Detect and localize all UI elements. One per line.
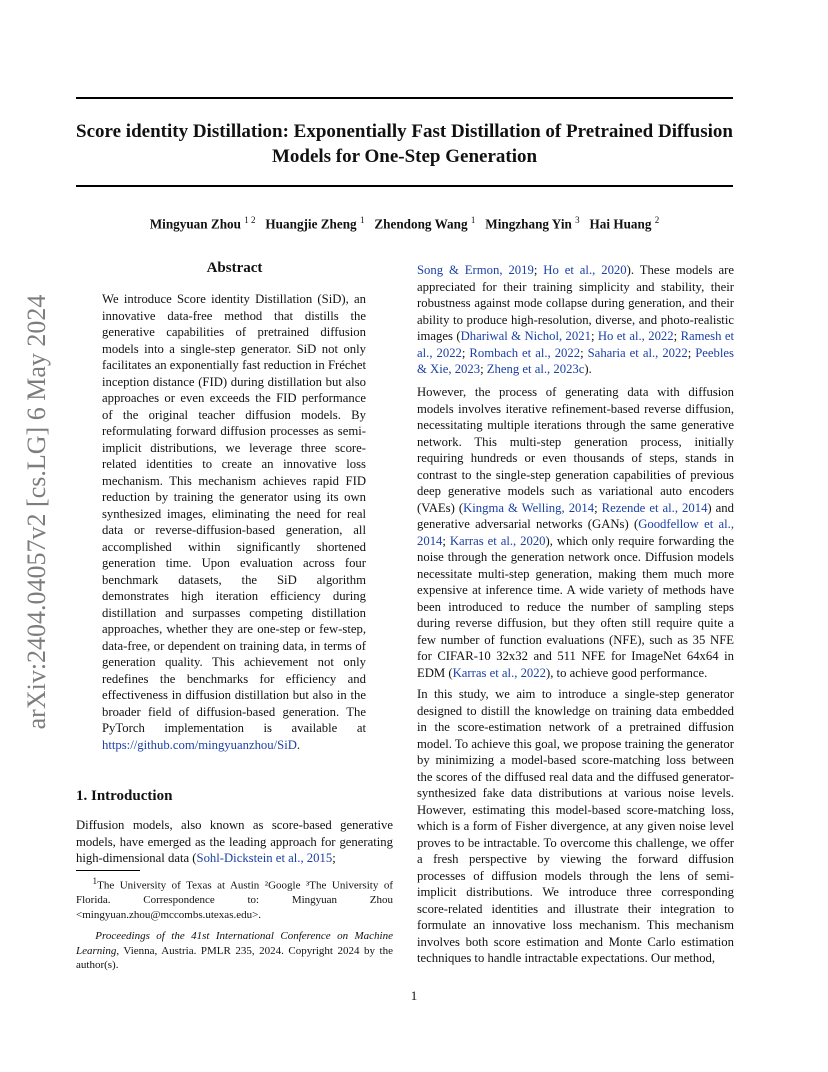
section-heading: 1. Introduction: [76, 788, 173, 804]
citation-link[interactable]: Saharia et al., 2022: [587, 345, 688, 360]
author-name: Huangjie Zheng: [265, 216, 357, 232]
page-number: 1: [410, 988, 418, 1003]
citation-link[interactable]: Ramesh et al., 2022: [417, 329, 734, 360]
right-paragraph-2: However, the process of generating data with diffusion models involves iterative refinement-based reverse diffusion, necessitating multiple iterations through the same generative network. This multi-step generation process, initially requiring hundreds or even thousands of steps, stands in contrast to the single-step generation capabilities of previous deep generative models such as variational auto encoders (VAEs) (Kingma & Welling, 2014; Rezende et al., 2014) and generative adversarial networks (GANs) (Goodfellow et al., 2014; Karras et al., 2020), which only require forwarding the noise through the generation network once. Diffusion models necessitate multi-step generation, making them much more expensive at inference time. A wide variety of methods have been introduced to reduce the number of sampling steps during reverse diffusion, but they often still require quite a few number of function evaluations (NFE), such as 35 NFE for CIFAR-10 32x32 and 511 NFE for ImageNet 64x64 in EDM (Karras et al., 2022), to achieve good performance.: [417, 385, 734, 680]
citation-link[interactable]: Sohl-Dickstein et al., 2015: [196, 851, 333, 865]
arxiv-stamp: arXiv:2404.04057v2 [cs.LG] 6 May 2024: [22, 294, 51, 730]
citation-link[interactable]: Rezende et al., 2014: [601, 500, 708, 515]
github-link[interactable]: https://github.com/mingyuanzhou/SiD: [102, 737, 297, 752]
top-rule: [76, 97, 733, 99]
title-bottom-rule: [76, 185, 733, 187]
citation-link[interactable]: Karras et al., 2022: [452, 665, 546, 680]
proceedings-note: Proceedings of the 41st International Conference on Machine Learning, Vienna, Austria. PMLR 235, 2024. Copyright 2024 by the author(s).: [76, 930, 393, 971]
footnote-rule: [76, 870, 140, 871]
right-paragraph-3: In this study, we aim to introduce a single-step generator designed to distill the knowledge on training data embedded in the score-estimation network of a pretrained diffusion model. To achieve this goal, we propose training the generator by minimizing a model-based score-matching loss between the scores of the diffused real data and the diffused generator-synthesized fake data distributions at various noise levels. However, estimating this model-based score-matching loss, which is a form of Fisher divergence, at any given noise level proves to be intractable. To overcome this challenge, we offer a fresh perspective by viewing the forward diffusion processes of diffusion models through the lens of semi-implicit distributions. We introduce three corresponding score-related identities and illustrate their integration to formulate an innovative loss mechanism. This mechanism involves both score estimation and Monte Carlo estimation techniques to handle intractable expectations. Our method,: [417, 687, 734, 965]
citation-link[interactable]: Song & Ermon, 2019: [417, 263, 534, 277]
author-name: Mingyuan Zhou: [149, 216, 241, 232]
paper-title: Score identity Distillation: Exponentially Fast Distillation of Pretrained Diffusion Models for One-Step Generation: [76, 121, 733, 167]
abstract-heading: Abstract: [206, 260, 263, 276]
right-paragraph-1: Song & Ermon, 2019; Ho et al., 2020). These models are appreciated for their training simplicity and stability, their robustness against mode collapse during generation, and their ability to produce high-resolution, diverse, and photo-realistic images (Dhariwal & Nichol, 2021; Ho et al., 2022; Ramesh et al., 2022; Rombach et al., 2022; Saharia et al., 2022; Peebles & Xie, 2023; Zheng et al., 2023c).: [417, 263, 734, 376]
citation-link[interactable]: Zheng et al., 2023c: [486, 362, 585, 376]
citation-link[interactable]: Goodfellow et al., 2014: [417, 517, 734, 548]
citation-link[interactable]: Dhariwal & Nichol, 2021: [460, 329, 591, 343]
footnote: $^1$The University of Texas at Austin ²Google ³The University of Florida. Correspondence to: Mingyuan Zhou <mingyuan.zhou@mccombs.utexas.edu>.: [76, 876, 393, 921]
citation-link[interactable]: Karras et al., 2020: [449, 533, 546, 548]
abstract-body: We introduce Score identity Distillation (SiD), an innovative data-free method that distills the generative capabilities of pretrained diffusion models into a single-step generator. SiD not only facilitates an exponentially fast reduction in Fréchet inception distance (FID) during distillation but also approaches or even exceeds the FID performance of the original teacher diffusion models. By reformulating forward diffusion processes as semi-implicit distributions, we leverage three score-related identities to create an innovative loss mechanism. This mechanism achieves rapid FID reduction by training the generator using its own synthesized images, eliminating the need for real data or reverse-diffusion-based generation, all accomplished within significantly shortened generation time. Upon evaluation across four benchmark datasets, the SiD algorithm demonstrates high iteration efficiency during distillation and surpasses competing distillation approaches, whether they are one-step or few-step, data-free, or dependent on training data, in terms of generation quality. This achievement not only redefines the benchmarks for efficiency and effectiveness in diffusion distillation but also in the broader field of diffusion-based generation. The PyTorch implementation is available at https://github.com/mingyuanzhou/SiD.: [102, 292, 366, 752]
author-name: Mingzhang Yin: [485, 216, 572, 232]
citation-link[interactable]: Ho et al., 2022: [597, 329, 674, 343]
citation-link[interactable]: Rombach et al., 2022: [469, 345, 581, 360]
intro-paragraph: Diffusion models, also known as score-based generative models, have emerged as the leading approach for generating high-dimensional data (Sohl-Dickstein et al., 2015;: [76, 818, 393, 865]
citation-link[interactable]: Ho et al., 2020: [543, 263, 627, 277]
author-name: Hai Huang: [589, 216, 652, 232]
author-name: Zhendong Wang: [374, 216, 468, 232]
author-list: Mingyuan Zhou $^{1 2}$ Huangjie Zheng $^1$ Zhendong Wang $^1$ Mingzhang Yin $^3$ Hai Huang $^2$: [149, 215, 660, 232]
citation-link[interactable]: Peebles & Xie, 2023: [417, 345, 734, 376]
citation-link[interactable]: Kingma & Welling, 2014: [463, 500, 595, 515]
